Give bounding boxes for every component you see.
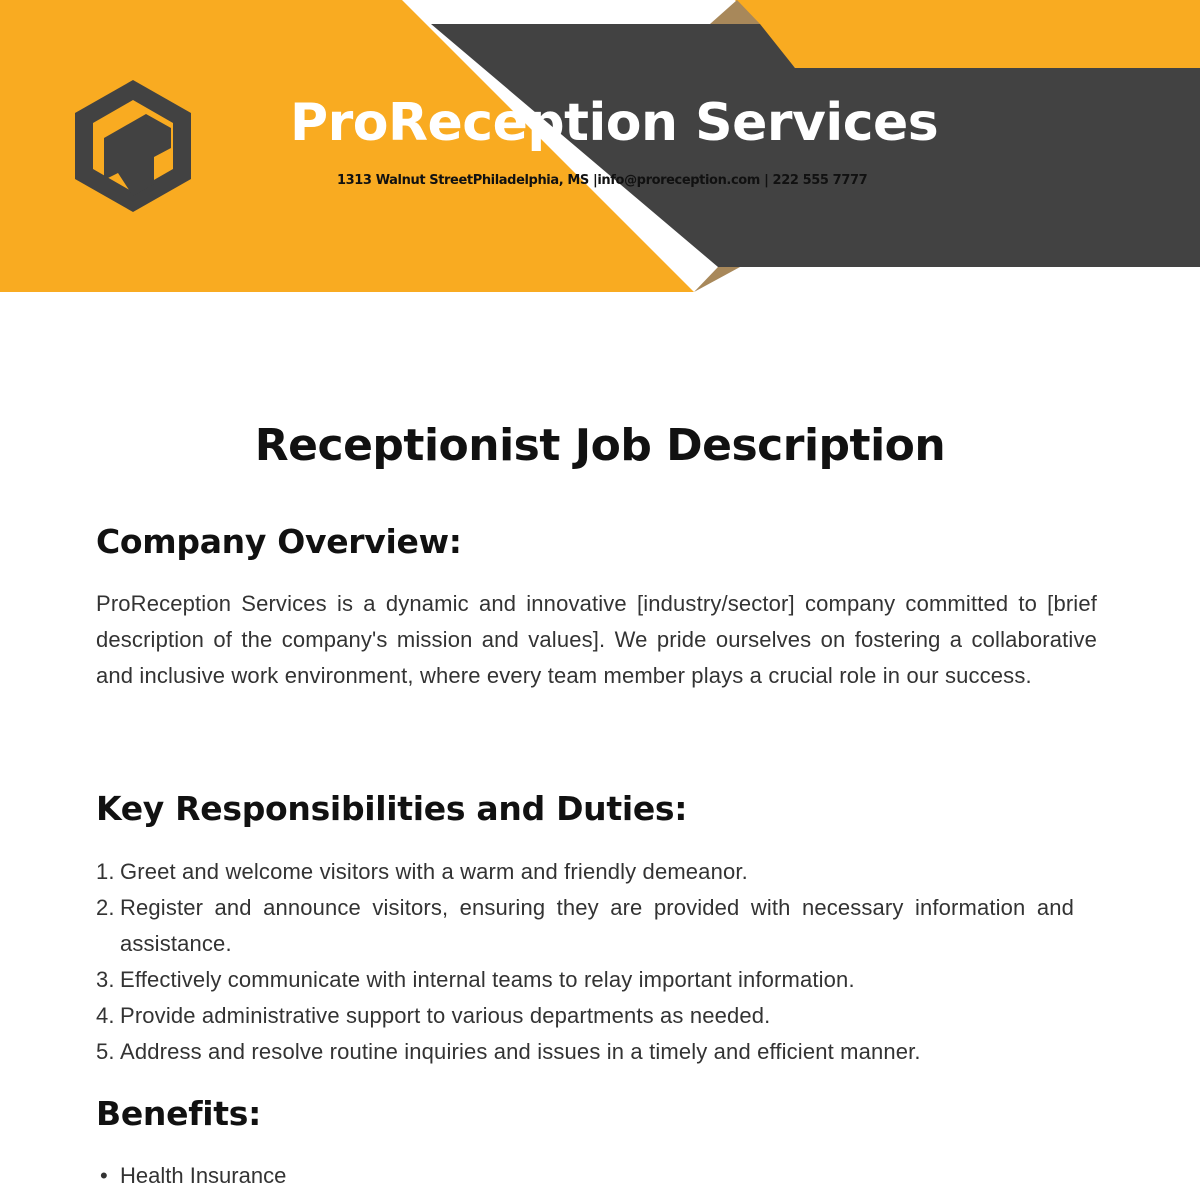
list-item-text: Address and resolve routine inquiries and issues in a timely and efficient manner.: [120, 1039, 921, 1064]
list-item: [96, 890, 1074, 962]
list-item: [96, 1158, 1074, 1194]
list-item: [96, 962, 1074, 998]
list-item: [96, 998, 1074, 1034]
list-item-text: Effectively communicate with internal teams to relay important information.: [120, 967, 855, 992]
responsibilities-heading: Key Responsibilities and Duties:: [96, 789, 688, 828]
list-number: 2.: [96, 895, 115, 920]
list-item-text: Register and announce visitors, ensuring they are provided with necessary information and assistance.: [120, 895, 1074, 956]
contact-info: 1313 Walnut StreetPhiladelphia, MS |info@proreception.com | 222 555 7777: [337, 173, 868, 188]
list-item: [96, 1034, 1074, 1070]
list-item-text: Provide administrative support to various departments as needed.: [120, 1003, 771, 1028]
hexagon-logo-icon: [74, 80, 192, 212]
bullet-icon: •: [100, 1163, 108, 1188]
company-overview-text: ProReception Services is a dynamic and innovative [industry/sector] company committed to [brief description of the company's mission and values]. We pride ourselves on fostering a collaborative and inclusive work environment, where every team member plays a crucial role in our success.: [96, 591, 1097, 688]
list-number: 4.: [96, 1003, 115, 1028]
list-number: 3.: [96, 967, 115, 992]
list-number: 1.: [96, 859, 115, 884]
company-overview-heading: Company Overview:: [96, 522, 462, 561]
page-title: Receptionist Job Description: [254, 420, 946, 471]
benefits-list: [96, 1158, 1074, 1194]
responsibilities-list: [96, 854, 1074, 1070]
list-item: [96, 854, 1074, 890]
list-item-text: Greet and welcome visitors with a warm and friendly demeanor.: [120, 859, 748, 884]
header-orange-right: [735, 0, 1200, 68]
benefits-heading: Benefits:: [96, 1094, 261, 1133]
company-name: ProReception Services: [290, 93, 939, 153]
list-number: 5.: [96, 1039, 115, 1064]
header-banner: [0, 0, 1200, 292]
list-item-text: Health Insurance: [120, 1163, 287, 1188]
